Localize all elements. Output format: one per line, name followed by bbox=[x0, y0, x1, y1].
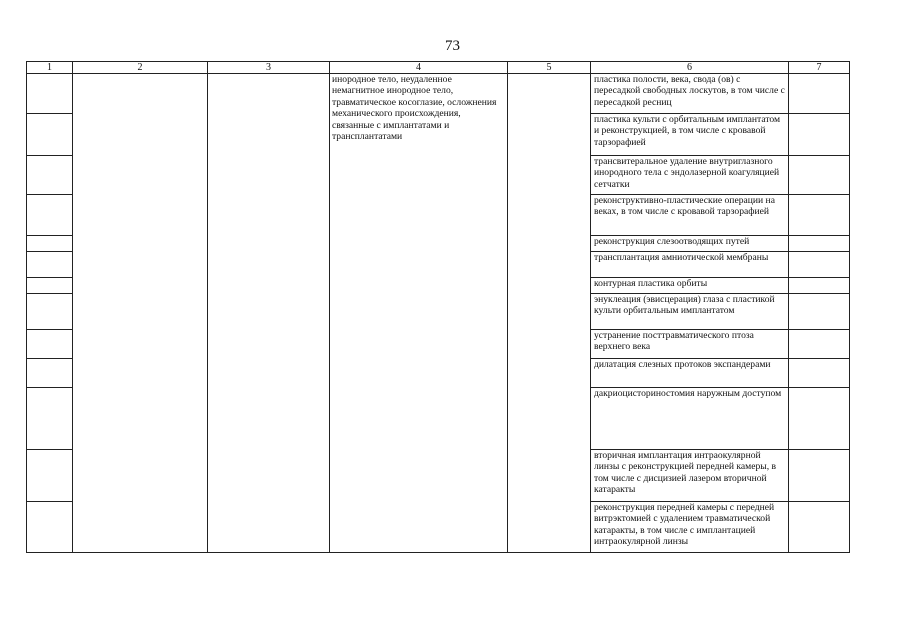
column-header-5: 5 bbox=[508, 62, 591, 74]
cell-col7 bbox=[789, 156, 850, 195]
procedure-cell: трансплантация амниотической мембраны bbox=[591, 252, 789, 278]
cell-col7 bbox=[789, 388, 850, 450]
procedure-cell: дакриоцисториностомия наружным доступом bbox=[591, 388, 789, 450]
cell-col7 bbox=[789, 74, 850, 114]
column-header-1: 1 bbox=[27, 62, 73, 74]
cell-col1 bbox=[27, 502, 73, 553]
cell-col1 bbox=[27, 330, 73, 359]
procedure-cell: реконструкция слезоотводящих путей bbox=[591, 236, 789, 252]
cell-col1 bbox=[27, 236, 73, 252]
cell-col7 bbox=[789, 450, 850, 502]
column-header-7: 7 bbox=[789, 62, 850, 74]
procedure-cell: пластика культи с орбитальным имплантатом и реконструкцией, в том числе с кровавой тарзорафией bbox=[591, 114, 789, 156]
cell-col1 bbox=[27, 450, 73, 502]
column-header-3: 3 bbox=[208, 62, 330, 74]
procedure-cell: вторичная имплантация интраокулярной линзы с реконструкцией передней камеры, в том числе с дисцизией лазером вторичной катаракты bbox=[591, 450, 789, 502]
cell-col7 bbox=[789, 330, 850, 359]
procedure-cell: реконструкция передней камеры с передней витрэктомией с удалением травматической катаракты, в том числе с имплантацией интраокулярной линзы bbox=[591, 502, 789, 553]
cell-col7 bbox=[789, 359, 850, 388]
cell-col7 bbox=[789, 195, 850, 236]
cell-col1 bbox=[27, 294, 73, 330]
cell-col7 bbox=[789, 294, 850, 330]
cell-col1 bbox=[27, 114, 73, 156]
cell-col7 bbox=[789, 236, 850, 252]
procedure-cell: реконструктивно-пластические операции на веках, в том числе с кровавой тарзорафией bbox=[591, 195, 789, 236]
column-header-4: 4 bbox=[330, 62, 508, 74]
cell-col3 bbox=[208, 74, 330, 553]
procedures-table bbox=[26, 61, 850, 553]
procedure-cell: энуклеация (эвисцерация) глаза с пластикой культи орбитальным имплантатом bbox=[591, 294, 789, 330]
procedure-cell: устранение посттравматического птоза верхнего века bbox=[591, 330, 789, 359]
cell-col1 bbox=[27, 278, 73, 294]
procedure-cell: контурная пластика орбиты bbox=[591, 278, 789, 294]
column-header-6: 6 bbox=[591, 62, 789, 74]
cell-col7 bbox=[789, 252, 850, 278]
table-row bbox=[27, 74, 850, 114]
cell-col7 bbox=[789, 114, 850, 156]
cell-col2 bbox=[73, 74, 208, 553]
cell-col1 bbox=[27, 359, 73, 388]
cell-col1 bbox=[27, 388, 73, 450]
cell-col1 bbox=[27, 195, 73, 236]
cell-col7 bbox=[789, 278, 850, 294]
cell-col1 bbox=[27, 74, 73, 114]
procedure-cell: дилатация слезных протоков экспандерами bbox=[591, 359, 789, 388]
cell-col1 bbox=[27, 156, 73, 195]
column-header-2: 2 bbox=[73, 62, 208, 74]
cell-col5 bbox=[508, 74, 591, 553]
diagnosis-cell: инородное тело, неудаленное немагнитное инородное тело, травматическое косоглазие, осложнения механического происхождения, связанные с имплантатами и трансплантатами bbox=[330, 74, 508, 553]
cell-col1 bbox=[27, 252, 73, 278]
cell-col7 bbox=[789, 502, 850, 553]
procedure-cell: пластика полости, века, свода (ов) с пересадкой свободных лоскутов, в том числе с пересадкой ресниц bbox=[591, 74, 789, 114]
page-number: 73 bbox=[445, 38, 460, 54]
procedure-cell: трансвитеральное удаление внутриглазного инородного тела с эндолазерной коагуляцией сетчатки bbox=[591, 156, 789, 195]
header-row bbox=[27, 62, 850, 74]
